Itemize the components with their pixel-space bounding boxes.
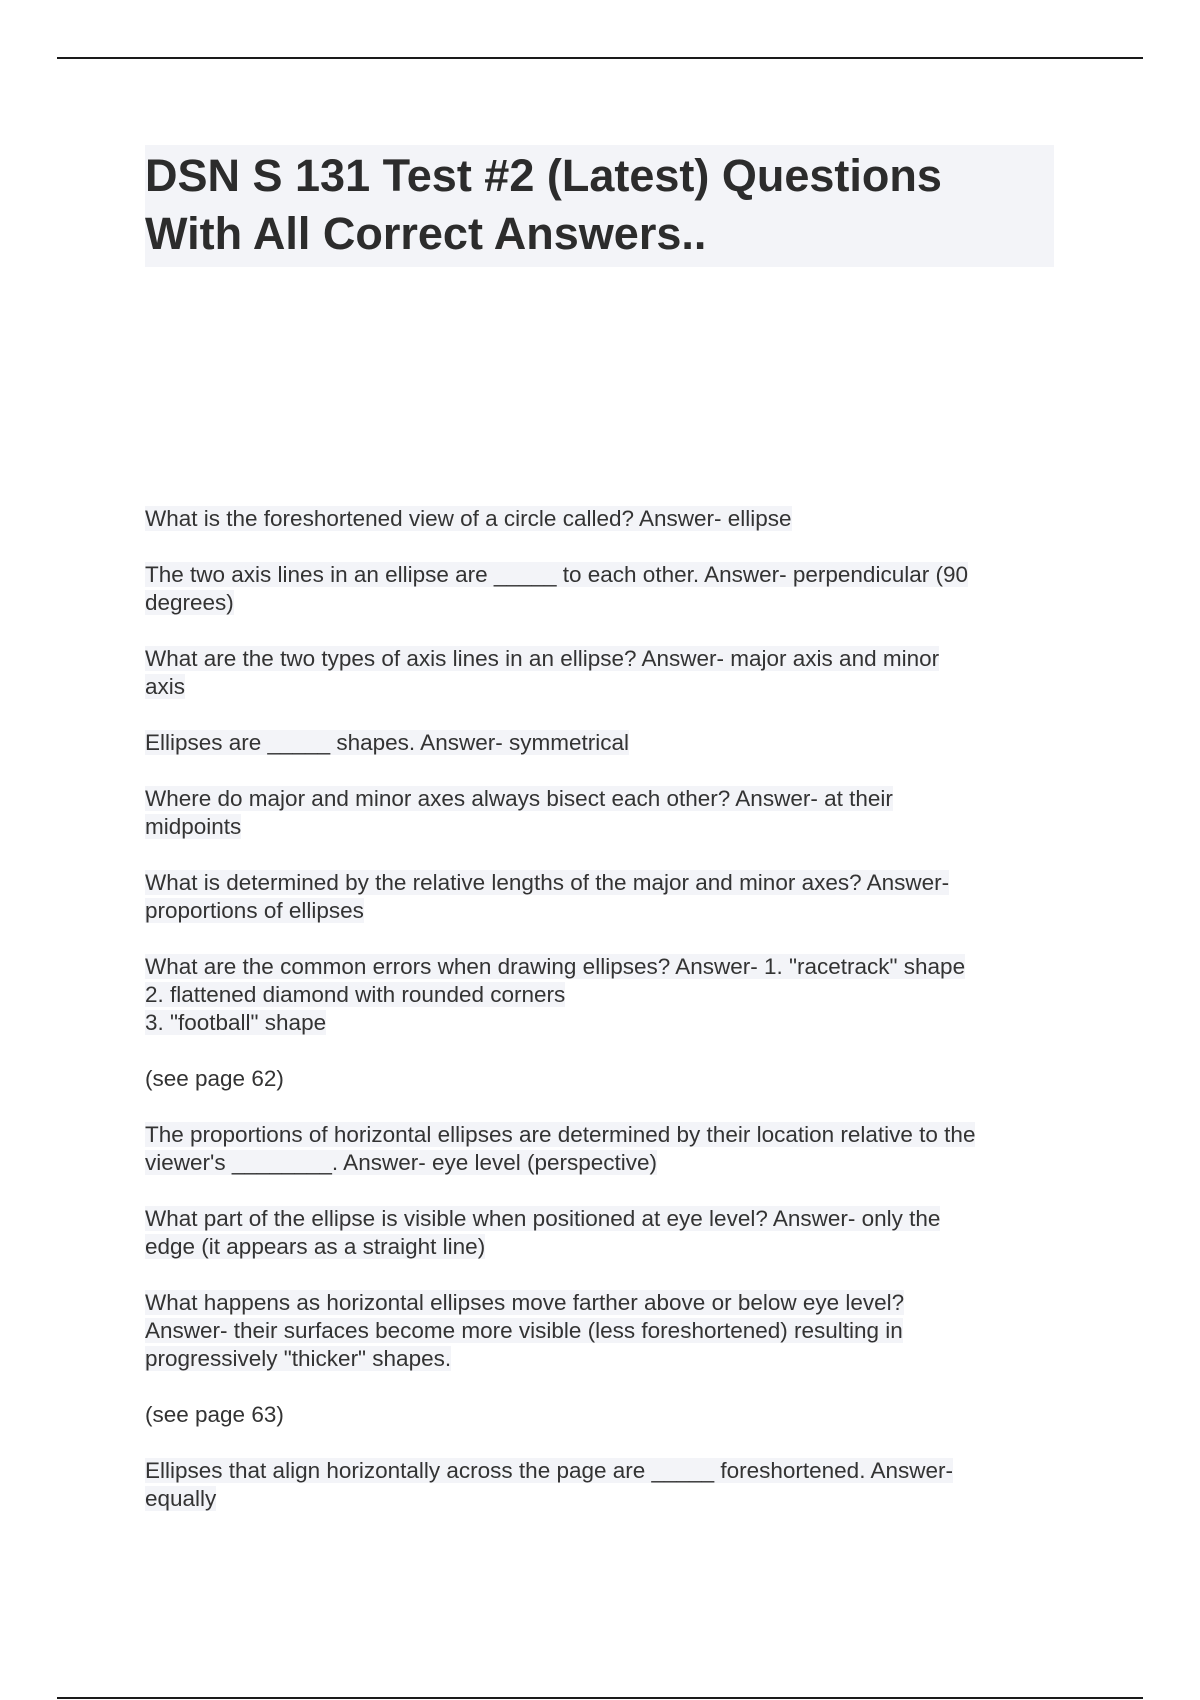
- qa-paragraph: What happens as horizontal ellipses move farther above or below eye level? Answer- their surfaces become more visible (less foreshortened) resulting in progressively "thicker" shapes.: [145, 1290, 905, 1371]
- qa-paragraph: What is the foreshortened view of a circle called? Answer- ellipse: [145, 506, 792, 531]
- page-reference: (see page 62): [145, 1066, 284, 1091]
- qa-paragraph: Where do major and minor axes always bisect each other? Answer- at their midpoints: [145, 786, 893, 839]
- header-rule: [57, 57, 1143, 59]
- qa-paragraph: What are the common errors when drawing ellipses? Answer- 1. "racetrack" shape 2. flattened diamond with rounded corners 3. "football" shape: [145, 954, 966, 1035]
- qa-paragraph: What are the two types of axis lines in an ellipse? Answer- major axis and minor axis: [145, 646, 940, 699]
- footer-rule: [57, 1697, 1143, 1699]
- qa-list: [145, 505, 1045, 1541]
- page-reference: (see page 63): [145, 1402, 284, 1427]
- document-title: DSN S 131 Test #2 (Latest) Questions With All Correct Answers..: [145, 150, 942, 259]
- qa-paragraph: The two axis lines in an ellipse are _____ to each other. Answer- perpendicular (90 degrees): [145, 562, 968, 615]
- qa-paragraph: Ellipses are _____ shapes. Answer- symmetrical: [145, 730, 629, 755]
- qa-paragraph: What is determined by the relative lengths of the major and minor axes? Answer- proportions of ellipses: [145, 870, 950, 923]
- title-block: [145, 145, 1054, 267]
- qa-paragraph: The proportions of horizontal ellipses are determined by their location relative to the viewer's ________. Answer- eye level (perspective): [145, 1122, 976, 1175]
- qa-paragraph: Ellipses that align horizontally across the page are _____ foreshortened. Answer- equally: [145, 1458, 953, 1511]
- qa-paragraph: What part of the ellipse is visible when positioned at eye level? Answer- only the edge (it appears as a straight line): [145, 1206, 941, 1259]
